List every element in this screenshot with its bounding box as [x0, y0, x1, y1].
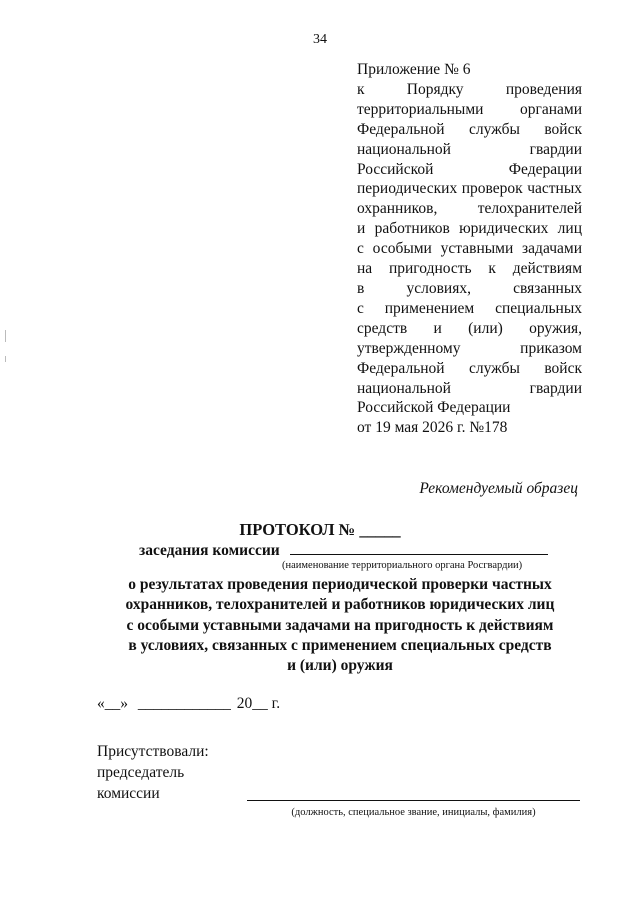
appendix-line: от 19 мая 2026 г. №178 [357, 419, 508, 437]
appendix-line: Российской Федерации [357, 160, 582, 178]
date-day-field[interactable]: «__» [97, 695, 128, 712]
appendix-line: Российской Федерации [357, 399, 511, 417]
subject-line: в условиях, связанных с применением специальных средств [128, 636, 552, 654]
appendix-line: с особыми уставными задачами [357, 240, 582, 258]
appendix-line: к Порядку проведения [357, 80, 582, 98]
appendix-line: в условиях, связанных [357, 279, 582, 297]
meeting-label: заседания комиссии [139, 542, 280, 559]
subject-line: о результатах проведения периодической проверки частных [128, 576, 552, 593]
scan-margin-mark [5, 330, 6, 342]
org-name-hint: (наименование территориального органа Росгвардии) [282, 560, 523, 571]
org-name-field[interactable] [290, 540, 548, 555]
appendix-line: периодических проверок частных [357, 180, 582, 198]
protocol-title: ПРОТОКОЛ № _____ [239, 520, 401, 539]
appendix-line: и работников юридических лиц [357, 220, 582, 238]
page-number: 34 [313, 32, 327, 47]
subject-line: с особыми уставными задачами на пригодность к действиям [126, 616, 554, 634]
chairman-label-cont: комиссии [97, 785, 160, 802]
recommended-sample-label: Рекомендуемый образец [419, 480, 578, 497]
appendix-line: национальной гвардии [357, 379, 582, 397]
appendix-block [357, 60, 582, 438]
appendix-line: национальной гвардии [357, 140, 582, 158]
scan-margin-mark [5, 356, 6, 362]
subject-line: и (или) оружия [287, 657, 393, 675]
appendix-line: с применением специальных [357, 299, 582, 317]
present-label: Присутствовали: [97, 743, 209, 760]
date-month-field[interactable]: ____________ [137, 695, 231, 712]
appendix-line: Федеральной службы войск [357, 359, 582, 377]
subject-line: охранников, телохранителей и работников юридических лиц [125, 596, 555, 614]
appendix-line: средств и (или) оружия, [357, 319, 582, 337]
chairman-signature-field[interactable] [247, 800, 580, 801]
chairman-signature-hint: (должность, специальное звание, инициалы, фамилия) [291, 807, 536, 818]
appendix-line: Приложение № 6 [357, 61, 471, 78]
appendix-line: на пригодность к действиям [357, 260, 582, 278]
chairman-label: председатель [97, 764, 185, 781]
date-year-field[interactable]: 20__ г. [236, 695, 281, 712]
attendance-block [97, 741, 209, 804]
meeting-row [139, 540, 548, 560]
appendix-line: охранников, телохранителей [357, 200, 582, 218]
appendix-line: утвержденному приказом [357, 339, 582, 357]
appendix-line: Федеральной службы войск [357, 120, 582, 138]
appendix-line: территориальными органами [357, 100, 582, 118]
protocol-subject [98, 575, 582, 676]
date-row [97, 695, 280, 713]
